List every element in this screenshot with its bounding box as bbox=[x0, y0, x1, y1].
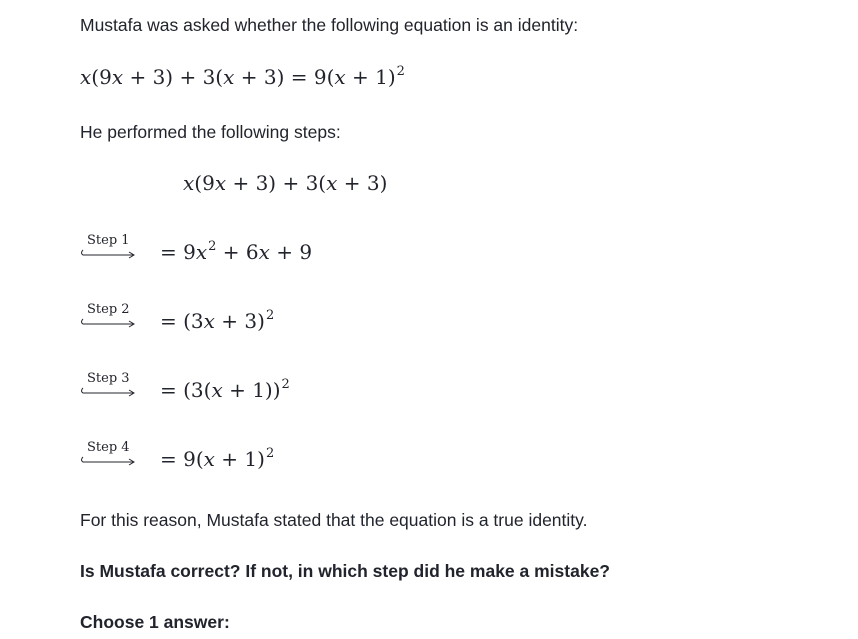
step-1-result: = $9x^2 + 6x + 9$ bbox=[160, 239, 313, 264]
question-text: Is Mustafa correct? If not, in which step did he make a mistake? bbox=[80, 561, 610, 581]
conclusion-text: For this reason, Mustafa stated that the equation is a true identity. bbox=[80, 510, 588, 530]
identity-equation: $x(9x + 3) + 3(x + 3) = 9(x + 1)^2$ bbox=[80, 64, 405, 89]
step-arrow-icon bbox=[80, 247, 136, 259]
step-4-label: Step 4 bbox=[80, 440, 136, 468]
step-3-result: = $(3(x + 1))^2$ bbox=[160, 377, 290, 402]
step-4-result: = $9(x + 1)^2$ bbox=[160, 446, 275, 471]
step-arrow-icon bbox=[80, 385, 136, 397]
step-1-label: Step 1 bbox=[80, 233, 136, 261]
step-2-label: Step 2 bbox=[80, 302, 136, 330]
performed-text: He performed the following steps: bbox=[80, 122, 341, 142]
intro-text: Mustafa was asked whether the following equation is an identity: bbox=[80, 15, 579, 35]
step-arrow-icon bbox=[80, 316, 136, 328]
choose-answer-label: Choose 1 answer: bbox=[80, 612, 230, 632]
step-arrow-icon bbox=[80, 454, 136, 466]
start-expression: x(9x + 3) + 3(x + 3) bbox=[183, 171, 388, 195]
step-3-label: Step 3 bbox=[80, 371, 136, 399]
step-2-result: = $(3x + 3)^2$ bbox=[160, 308, 275, 333]
